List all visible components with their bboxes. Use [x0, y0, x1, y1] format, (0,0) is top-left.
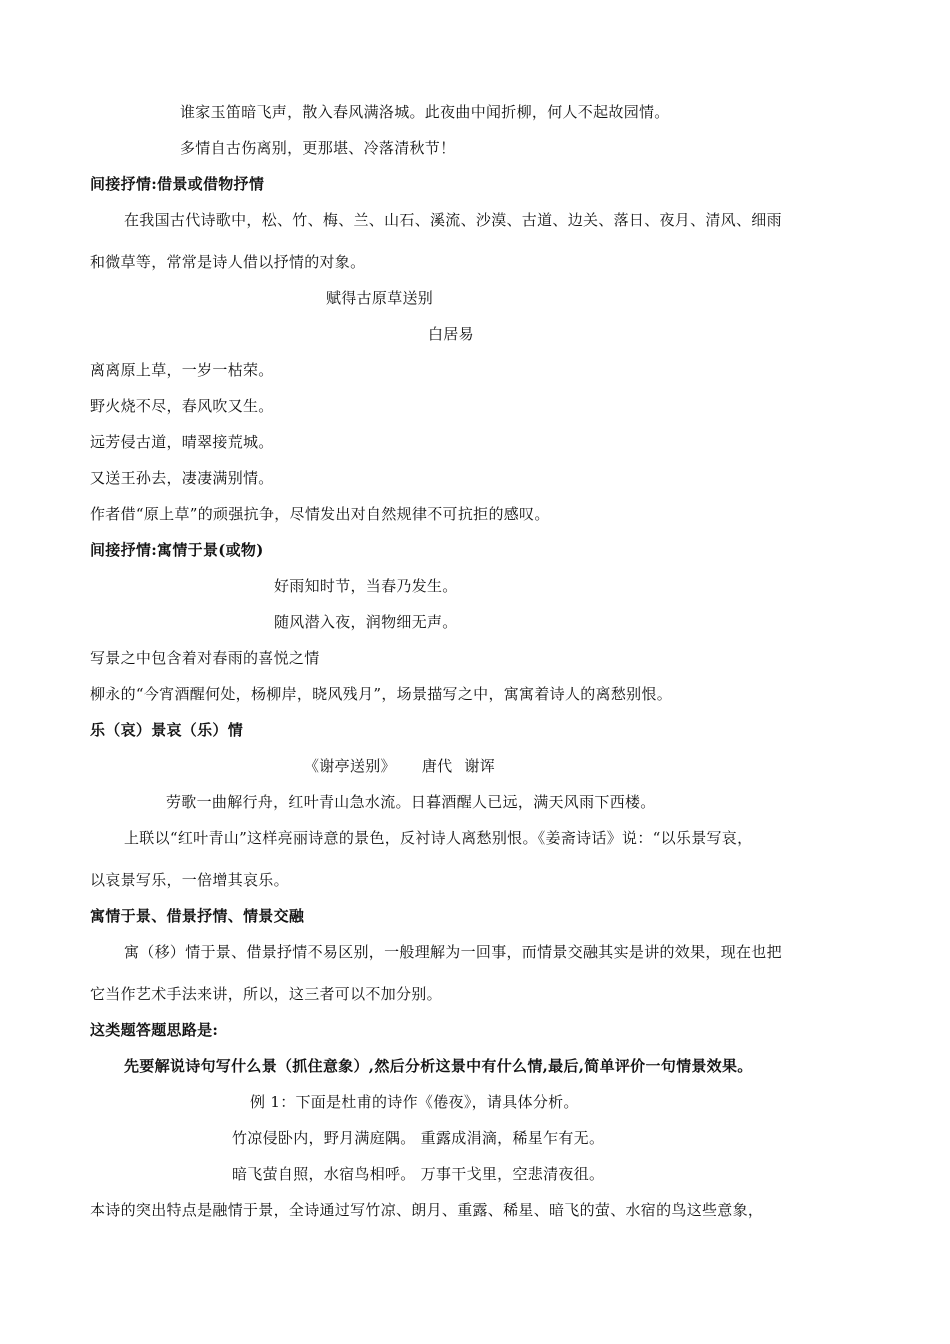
- poem-line: 暗飞萤自照，水宿鸟相呼。 万事干戈里，空悲清夜徂。: [232, 1165, 605, 1183]
- poem-title-line: [304, 756, 495, 776]
- paragraph-line: 它当作艺术手法来讲，所以，这三者可以不加分别。: [90, 985, 442, 1003]
- paragraph-line: 柳永的“今宵酒醒何处，杨柳岸，晓风残月”，场景描写之中，寓寓着诗人的离愁别恨。: [90, 685, 673, 703]
- poem-line: 多情自古伤离别，更那堪、冷落清秋节！: [180, 139, 456, 157]
- paragraph-line: 和微草等，常常是诗人借以抒情的对象。: [90, 253, 366, 271]
- answer-method: 先要解说诗句写什么景（抓住意象）,然后分析这景中有什么情,最后,简单评价一句情景效果。: [124, 1057, 753, 1075]
- poem-dynasty: 唐代: [421, 757, 453, 775]
- poem-line: 好雨知时节，当春乃发生。: [274, 577, 458, 595]
- poem-line: 谁家玉笛暗飞声，散入春风满洛城。此夜曲中闻折柳，何人不起故园情。: [180, 103, 670, 121]
- example-prompt: 例 1：下面是杜甫的诗作《倦夜》，请具体分析。: [250, 1093, 579, 1111]
- poem-author: 白居易: [428, 325, 474, 343]
- poem-line: 离离原上草，一岁一枯荣。: [90, 361, 274, 379]
- poem-line: 野火烧不尽，春风吹又生。: [90, 397, 274, 415]
- paragraph-line: 寓（移）情于景、借景抒情不易区别，一般理解为一回事，而情景交融其实是讲的效果，现在也把: [124, 943, 782, 961]
- paragraph-line: 上联以“红叶青山”这样亮丽诗意的景色，反衬诗人离愁别恨。《姜斋诗话》说：“以乐景写哀，: [124, 829, 753, 847]
- poem-line: 竹凉侵卧内，野月满庭隅。 重露成涓滴，稀星乍有无。: [232, 1129, 605, 1147]
- paragraph-line: 以哀景写乐，一倍增其哀乐。: [90, 871, 289, 889]
- section-heading: 间接抒情:寓情于景(或物): [90, 541, 264, 559]
- poem-line: 又送王孙去，凄凄满别情。: [90, 469, 274, 487]
- section-heading: 间接抒情:借景或借物抒情: [90, 175, 265, 193]
- poem-line: 劳歌一曲解行舟，红叶青山急水流。日暮酒醒人已远，满天风雨下西楼。: [166, 793, 656, 811]
- section-heading: 这类题答题思路是:: [90, 1021, 219, 1039]
- poem-line: 随风潜入夜，润物细无声。: [274, 613, 458, 631]
- paragraph-line: 作者借“原上草”的顽强抗争，尽情发出对自然规律不可抗拒的感叹。: [90, 505, 550, 523]
- paragraph-line: 本诗的突出特点是融情于景，全诗通过写竹凉、朗月、重露、稀星、暗飞的萤、水宿的鸟这些意象，: [90, 1201, 764, 1219]
- paragraph-line: 在我国古代诗歌中，松、竹、梅、兰、山石、溪流、沙漠、古道、边关、落日、夜月、清风、细雨: [124, 211, 782, 229]
- section-heading: 寓情于景、借景抒情、情景交融: [90, 907, 305, 925]
- poem-author: 谢诨: [464, 757, 496, 775]
- poem-title: 《谢亭送别》: [304, 757, 396, 775]
- poem-title: 赋得古原草送别: [326, 289, 434, 307]
- paragraph-line: 写景之中包含着对春雨的喜悦之情: [90, 649, 320, 667]
- section-heading: 乐（哀）景哀（乐）情: [90, 721, 244, 739]
- poem-line: 远芳侵古道，晴翠接荒城。: [90, 433, 274, 451]
